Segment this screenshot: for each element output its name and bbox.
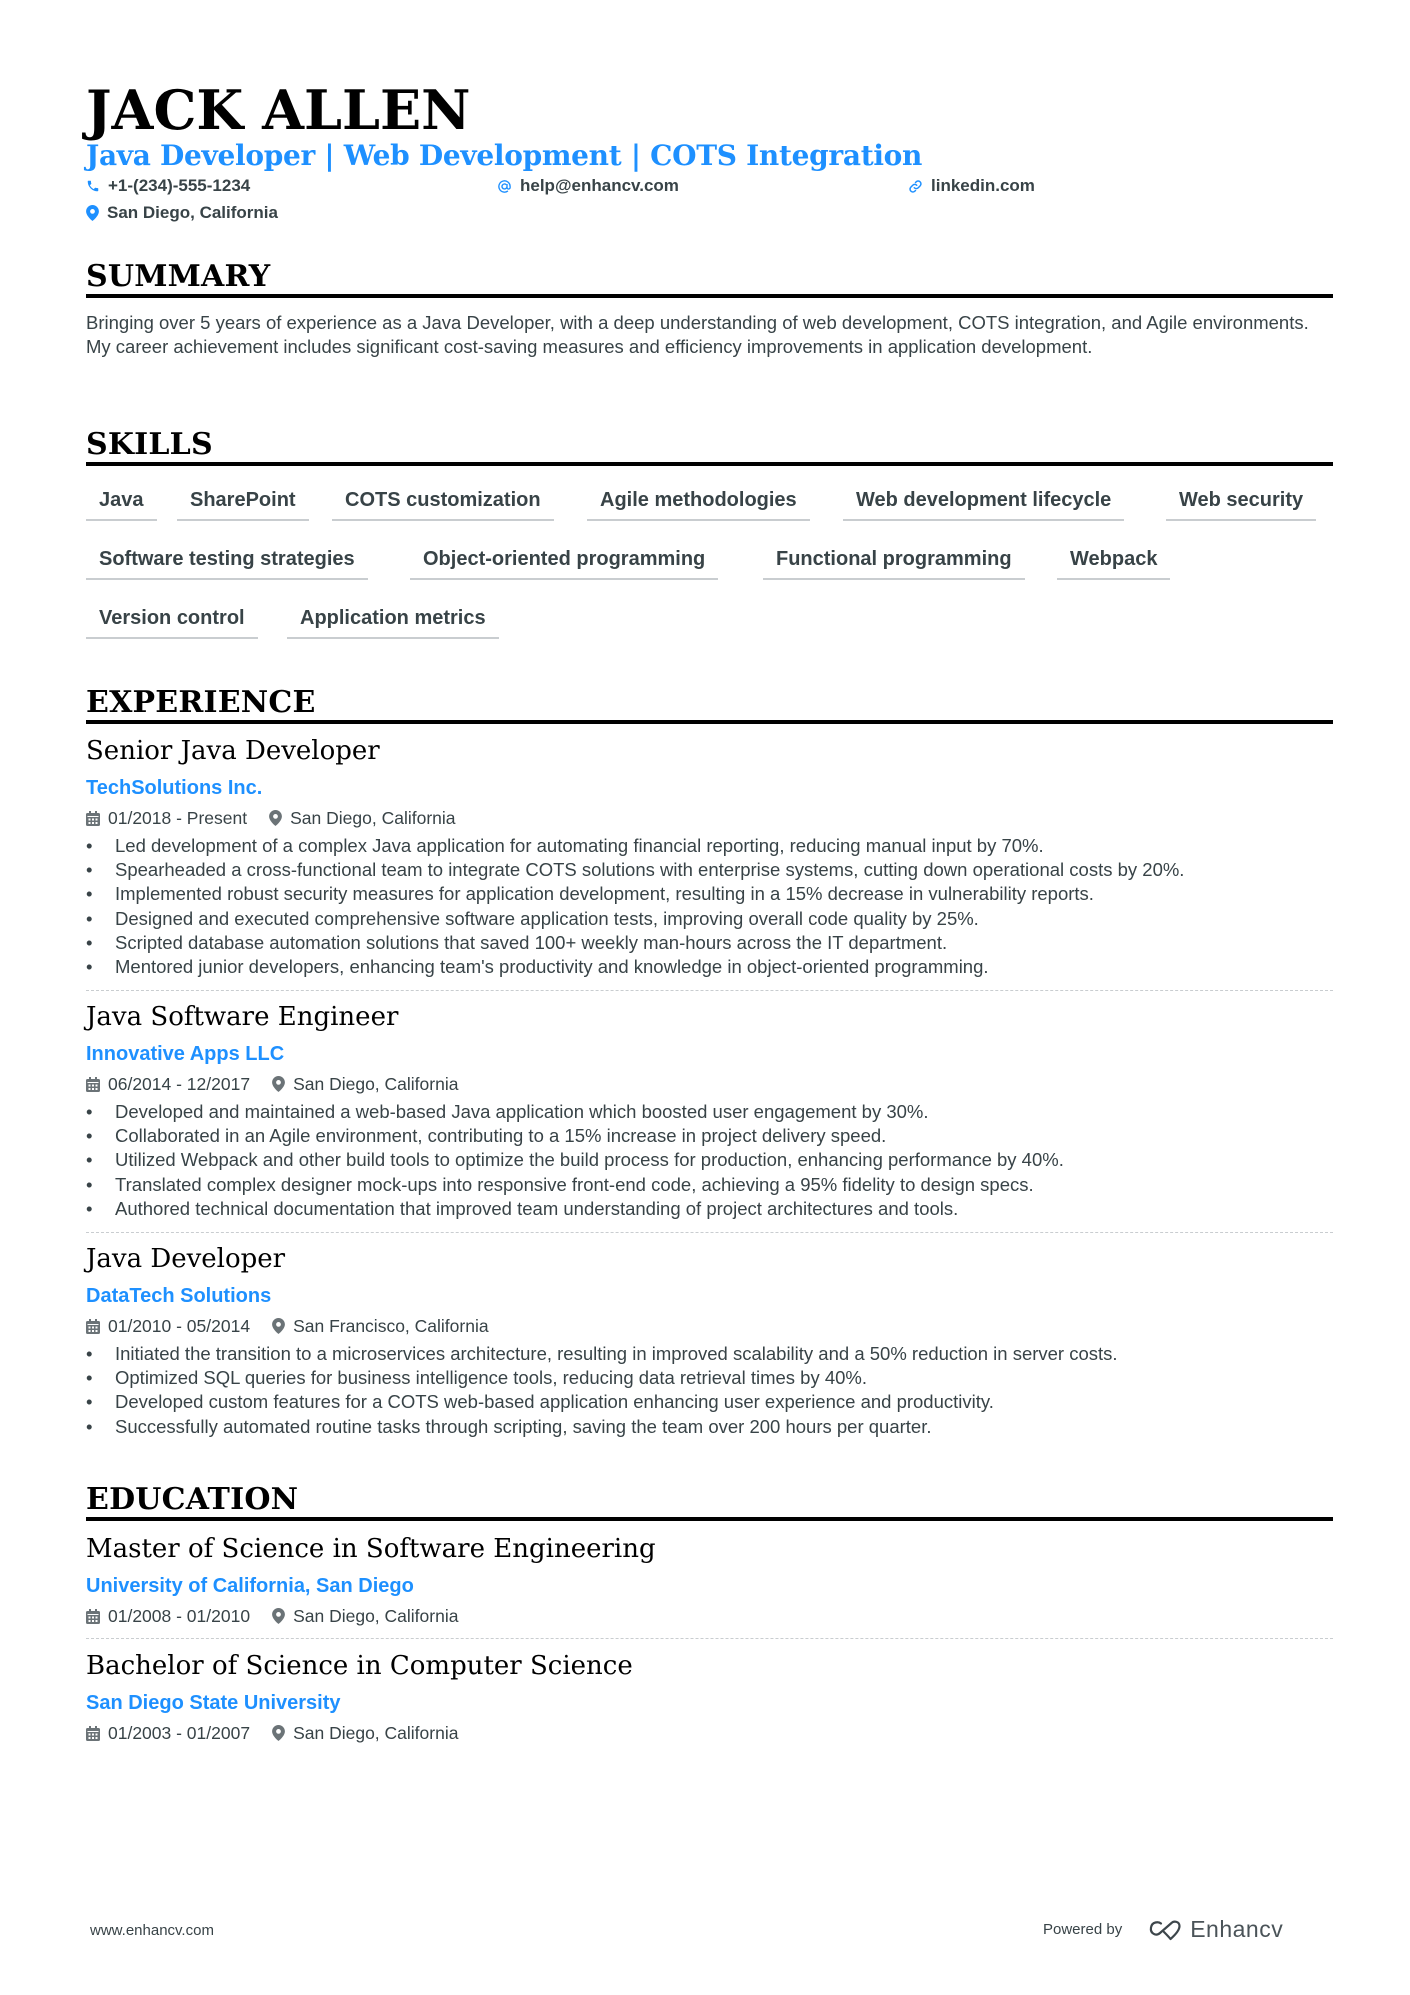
education-meta bbox=[86, 1605, 480, 1627]
skill-tag: Web security bbox=[1166, 485, 1316, 521]
calendar-icon bbox=[86, 811, 100, 826]
contact-linkedin[interactable] bbox=[908, 175, 1035, 197]
contact-phone bbox=[86, 175, 250, 197]
footer-website-link[interactable]: www.enhancv.com bbox=[90, 1922, 214, 1939]
bullet-item: • Successfully automated routine tasks through scripting, saving the team over 200 hours per quarter. bbox=[86, 1415, 1346, 1439]
skill-tag: Webpack bbox=[1057, 544, 1170, 580]
education-divider bbox=[86, 1517, 1333, 1521]
job-dates: 01/2010 - 05/2014 bbox=[108, 1316, 251, 1336]
bullet-item: • Translated complex designer mock-ups into responsive front-end code, achieving a 95% fidelity to design specs. bbox=[86, 1173, 1346, 1197]
map-pin-icon bbox=[269, 810, 282, 826]
bullet-item: • Initiated the transition to a microservices architecture, resulting in improved scalability and a 50% reduction in server costs. bbox=[86, 1342, 1346, 1366]
entry-divider bbox=[86, 1232, 1333, 1233]
calendar-icon bbox=[86, 1609, 100, 1624]
skill-tag: Application metrics bbox=[287, 603, 499, 639]
map-pin-icon bbox=[272, 1076, 285, 1092]
bullet-item: • Mentored junior developers, enhancing team's productivity and knowledge in object-oriented programming. bbox=[86, 955, 1346, 979]
candidate-name: JACK ALLEN bbox=[86, 78, 471, 142]
education-meta bbox=[86, 1722, 480, 1744]
at-icon bbox=[497, 179, 512, 194]
email-value: help@enhancv.com bbox=[520, 176, 679, 195]
summary-heading: SUMMARY bbox=[86, 259, 271, 294]
skill-tag: SharePoint bbox=[177, 485, 309, 521]
bullet-item: • Utilized Webpack and other build tools to optimize the build process for production, enhancing performance by 40%. bbox=[86, 1148, 1346, 1172]
job-dates: 01/2018 - Present bbox=[108, 808, 248, 828]
company-name[interactable]: DataTech Solutions bbox=[86, 1285, 272, 1307]
bullet-item: • Collaborated in an Agile environment, contributing to a 15% increase in project delivery speed. bbox=[86, 1124, 1346, 1148]
skill-tag: Web development lifecycle bbox=[843, 485, 1124, 521]
phone-value: +1-(234)-555-1234 bbox=[108, 176, 251, 195]
summary-divider bbox=[86, 294, 1333, 298]
bullet-item: • Developed and maintained a web-based Java application which boosted user engagement by 30%. bbox=[86, 1100, 1346, 1124]
calendar-icon bbox=[86, 1319, 100, 1334]
entry-divider bbox=[86, 1638, 1333, 1639]
bullet-item: • Spearheaded a cross-functional team to integrate COTS solutions with enterprise systems, cutting down operational costs by 20%. bbox=[86, 858, 1346, 882]
skill-tag: COTS customization bbox=[332, 485, 554, 521]
enhancv-logo-icon bbox=[1148, 1918, 1184, 1942]
education-location: San Diego, California bbox=[293, 1723, 459, 1743]
company-name[interactable]: Innovative Apps LLC bbox=[86, 1043, 285, 1065]
link-icon bbox=[908, 179, 923, 194]
education-heading: EDUCATION bbox=[86, 1482, 299, 1517]
contact-email[interactable] bbox=[497, 175, 679, 197]
school-name[interactable]: San Diego State University bbox=[86, 1692, 341, 1714]
education-location: San Diego, California bbox=[293, 1606, 459, 1626]
summary-text: Bringing over 5 years of experience as a Java Developer, with a deep understanding of web development, COTS integration, and Agile environments. My career achievement includes significant cost-saving measures and efficiency improvements in application development. bbox=[86, 312, 1309, 358]
skill-tag: Software testing strategies bbox=[86, 544, 368, 580]
bullet-item: • Led development of a complex Java application for automating financial reporting, reducing manual input by 70%. bbox=[86, 834, 1346, 858]
education-dates: 01/2003 - 01/2007 bbox=[108, 1723, 251, 1743]
powered-by-label: Powered by bbox=[1043, 1921, 1123, 1938]
candidate-headline: Java Developer | Web Development | COTS Integration bbox=[86, 139, 923, 172]
footer-powered-by[interactable] bbox=[1043, 1916, 1283, 1943]
job-title: Java Software Engineer bbox=[86, 1002, 399, 1032]
skills-heading: SKILLS bbox=[86, 427, 213, 462]
skill-tag: Agile methodologies bbox=[587, 485, 810, 521]
job-title: Java Developer bbox=[86, 1244, 286, 1274]
enhancv-brand: Enhancv bbox=[1190, 1916, 1284, 1942]
school-name[interactable]: University of California, San Diego bbox=[86, 1575, 414, 1597]
phone-icon bbox=[86, 179, 100, 193]
job-location: San Francisco, California bbox=[293, 1316, 489, 1336]
calendar-icon bbox=[86, 1077, 100, 1092]
bullet-item: • Implemented robust security measures for application development, resulting in a 15% decrease in vulnerability reports. bbox=[86, 882, 1346, 906]
skill-tag: Object-oriented programming bbox=[410, 544, 718, 580]
experience-heading: EXPERIENCE bbox=[86, 685, 316, 720]
skill-tag: Functional programming bbox=[763, 544, 1025, 580]
bullet-item: • Authored technical documentation that improved team understanding of project architectures and tools. bbox=[86, 1197, 1346, 1221]
contact-location bbox=[86, 202, 278, 224]
skill-tag: Version control bbox=[86, 603, 258, 639]
job-meta bbox=[86, 807, 478, 829]
job-dates: 06/2014 - 12/2017 bbox=[108, 1074, 251, 1094]
job-title: Senior Java Developer bbox=[86, 736, 380, 766]
calendar-icon bbox=[86, 1726, 100, 1741]
degree-title: Bachelor of Science in Computer Science bbox=[86, 1651, 633, 1681]
skills-divider bbox=[86, 462, 1333, 466]
location-value: San Diego, California bbox=[107, 203, 278, 222]
entry-divider bbox=[86, 990, 1333, 991]
job-bullets bbox=[86, 834, 1346, 979]
map-pin-icon bbox=[272, 1608, 285, 1624]
degree-title: Master of Science in Software Engineering bbox=[86, 1534, 656, 1564]
job-meta bbox=[86, 1315, 511, 1337]
company-name[interactable]: TechSolutions Inc. bbox=[86, 777, 263, 799]
map-pin-icon bbox=[272, 1318, 285, 1334]
map-pin-icon bbox=[86, 205, 99, 221]
map-pin-icon bbox=[272, 1725, 285, 1741]
job-location: San Diego, California bbox=[290, 808, 456, 828]
job-bullets bbox=[86, 1342, 1346, 1439]
bullet-item: • Scripted database automation solutions that saved 100+ weekly man-hours across the IT department. bbox=[86, 931, 1346, 955]
skill-tag: Java bbox=[86, 485, 157, 521]
bullet-item: • Developed custom features for a COTS web-based application enhancing user experience and productivity. bbox=[86, 1390, 1346, 1414]
bullet-item: • Designed and executed comprehensive software application tests, improving overall code quality by 25%. bbox=[86, 907, 1346, 931]
experience-divider bbox=[86, 720, 1333, 724]
bullet-item: • Optimized SQL queries for business intelligence tools, reducing data retrieval times by 40%. bbox=[86, 1366, 1346, 1390]
job-meta bbox=[86, 1073, 480, 1095]
job-location: San Diego, California bbox=[293, 1074, 459, 1094]
education-dates: 01/2008 - 01/2010 bbox=[108, 1606, 251, 1626]
job-bullets bbox=[86, 1100, 1346, 1221]
linkedin-value: linkedin.com bbox=[931, 176, 1035, 195]
